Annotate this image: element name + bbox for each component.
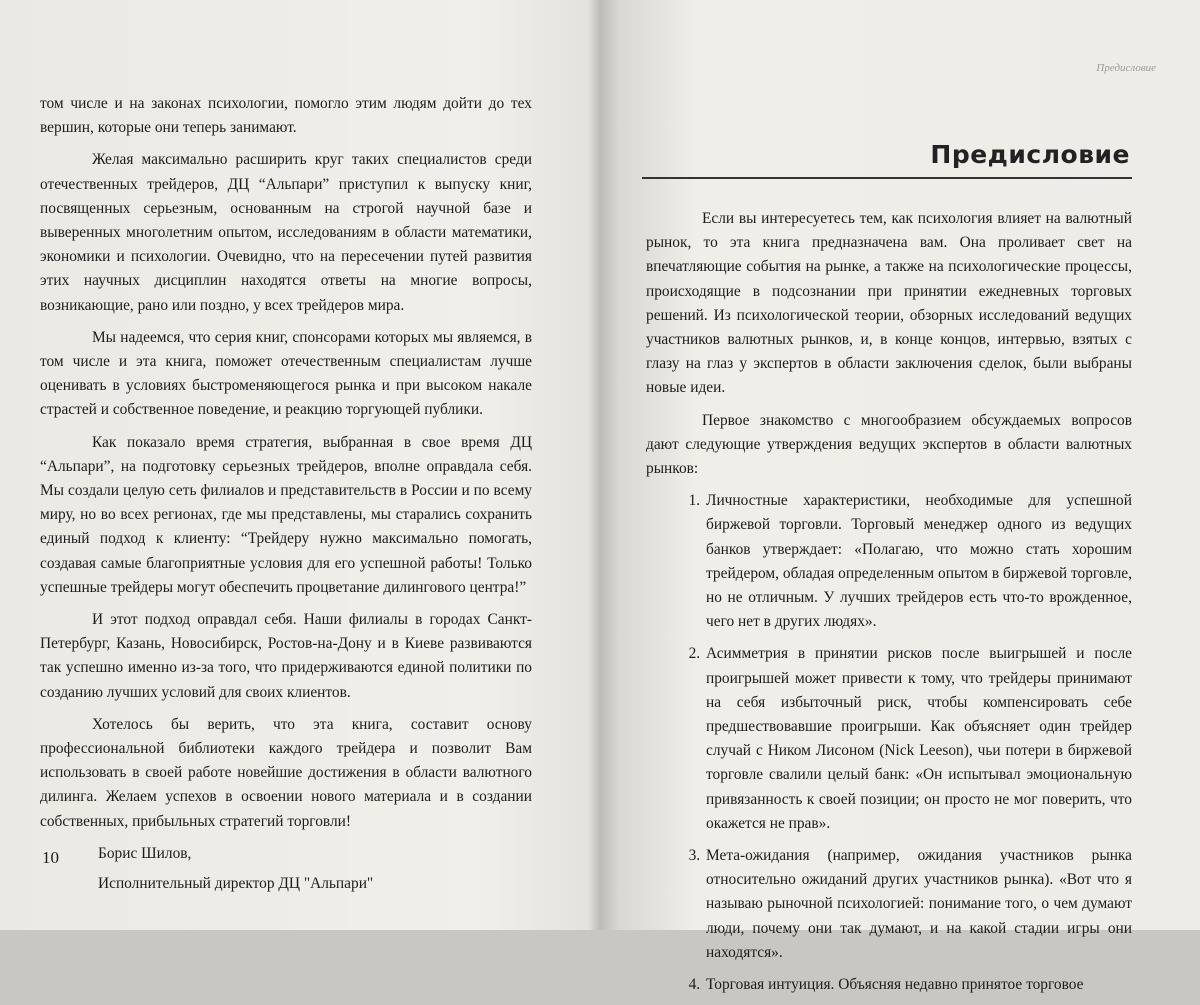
chapter-title: Предисловие bbox=[644, 140, 1130, 169]
paragraph: Первое знакомство с многообразием обсуждаемых вопросов дают следующие утверждения ведущих экспертов в области валютных рынков: bbox=[646, 409, 1132, 482]
list-item: 4. Торговая интуиция. Объясняя недавно принятое торговое bbox=[704, 973, 1132, 997]
right-page-body bbox=[646, 207, 1132, 1005]
title-rule bbox=[642, 177, 1132, 179]
signature-title: Исполнительный директор ДЦ "Альпари" bbox=[40, 872, 532, 896]
paragraph: Мы надеемся, что серия книг, спонсорами которых мы являемся, в том числе и эта книга, поможет отечественным специалистам лучше оценивать в условиях быстроменяющегося рынка и при высоком накале страстей и собственное поведение, и реакцию торгующей публики. bbox=[40, 326, 532, 423]
list-item: 2. Асимметрия в принятии рисков после выигрышей и после проигрышей может привести к тому, что трейдеры принимают на себя избыточный риск, чтобы компенсировать себе предшествовавшие проигрыши. Как объясняет один трейдер случай с Ником Лисоном (Nick Leeson), чьи потери в биржевой торговле свалили целый банк: «Он испытывал эмоциональную привязанность к своей позиции; он просто не мог поверить, что окажется не прав». bbox=[704, 642, 1132, 836]
paragraph: Хотелось бы верить, что эта книга, составит основу профессиональной библиотеки каждого трейдера и позволит Вам использовать в своей работе новейшие достижения в области валютного дилинга. Желаем успехов в освоении нового материала и в создании собственных, прибыльных стратегий торговли! bbox=[40, 713, 532, 834]
left-page bbox=[0, 0, 598, 930]
book-spread bbox=[0, 0, 1200, 930]
paragraph: Если вы интересуетесь тем, как психология влияет на валютный рынок, то эта книга предназначена вам. Она проливает свет на впечатляющие события на рынке, а также на психологические процессы, происходящие в подсознании при принятии ежедневных торговых решений. Из психологической теории, обзорных исследований ведущих участников валютных рынков, и, в конце концов, интервью, взятых с глазу на глаз у экспертов в области заключения сделок, были выбраны новые идеи. bbox=[646, 207, 1132, 401]
paragraph: Как показало время стратегия, выбранная в свое время ДЦ “Альпари”, на подготовку серьезных трейдеров, вполне оправдала себя. Мы создали целую сеть филиалов и представительств в России и по всему миру, но во всех регионах, где мы представлены, мы старались сохранить единый подход к клиенту: “Трейдеру нужно максимально помогать, создавая самые благоприятные условия для его успешной работы! Только успешные трейдеры могут обеспечить процветание дилингового центра!” bbox=[40, 431, 532, 600]
paragraph: Желая максимально расширить круг таких специалистов среди отечественных трейдеров, ДЦ “Альпари” приступил к выпуску книг, посвященных серьезным, основанным на строгой научной базе и выверенных многолетним опытом, исследованиям в области математики, экономики и психологии. Очевидно, что на пересечении путей развития этих научных дисциплин находятся ответы на многие вопросы, возникающие, рано или поздно, у всех трейдеров мира. bbox=[40, 148, 532, 317]
left-page-body bbox=[40, 92, 532, 902]
right-page bbox=[602, 0, 1200, 930]
paragraph: том числе и на законах психологии, помогло этим людям дойти до тех вершин, которые они теперь занимают. bbox=[40, 92, 532, 140]
list-item: 1. Личностные характеристики, необходимые для успешной биржевой торговли. Торговый менеджер одного из ведущих банков утверждает: «Полагаю, что можно стать хорошим трейдером, обладая определенным опытом в биржевой торговле, но не отличным. У лучших трейдеров есть что-то врожденное, чего нет в других людях». bbox=[704, 489, 1132, 634]
paragraph: И этот подход оправдал себя. Наши филиалы в городах Санкт-Петербург, Казань, Новосибирск, Ростов-на-Дону и в Киеве развиваются так успешно именно из-за того, что придерживаются единой политики по созданию лучших условий для своих клиентов. bbox=[40, 608, 532, 705]
list-item: 3. Мета-ожидания (например, ожидания участников рынка относительно ожиданий других участников рынка). «Вот что я называю рыночной психологией: понимание того, о чем думают люди, почему они так думают, и на какой стадии игры они находятся». bbox=[704, 844, 1132, 965]
running-header: Предисловие bbox=[1096, 62, 1156, 74]
signature-name: Борис Шилов, bbox=[40, 842, 532, 866]
numbered-list bbox=[646, 489, 1132, 997]
page-number: 10 bbox=[42, 848, 59, 868]
